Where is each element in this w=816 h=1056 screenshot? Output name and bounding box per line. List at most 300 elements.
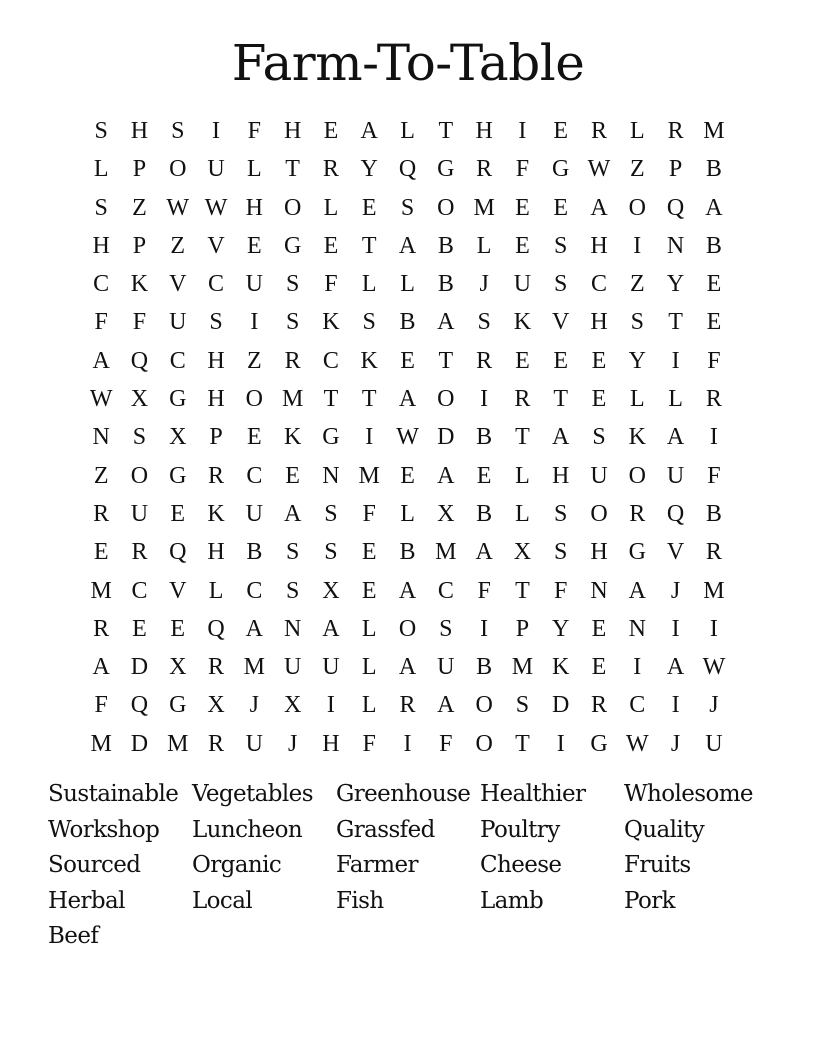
grid-letter[interactable]: R — [667, 118, 684, 144]
grid-letter[interactable]: C — [93, 271, 110, 298]
grid-letter[interactable]: S — [554, 271, 568, 298]
grid-letter[interactable]: S — [554, 539, 568, 566]
grid-letter[interactable]: T — [668, 309, 683, 336]
grid-letter[interactable]: H — [245, 194, 263, 221]
grid-letter[interactable]: T — [438, 347, 454, 374]
grid-letter[interactable]: F — [94, 692, 108, 719]
grid-letter[interactable]: U — [705, 730, 723, 757]
grid-letter[interactable]: C — [246, 577, 263, 604]
grid-letter[interactable]: Z — [629, 271, 645, 298]
grid-letter[interactable]: E — [247, 232, 262, 259]
grid-letter[interactable]: T — [323, 386, 339, 413]
grid-letter[interactable]: L — [247, 156, 262, 183]
grid-letter[interactable]: H — [283, 118, 302, 144]
grid-letter[interactable]: R — [208, 654, 225, 681]
grid-letter[interactable]: C — [629, 692, 646, 719]
grid-letter[interactable]: Q — [130, 347, 149, 374]
word-bank-item: Pork — [624, 887, 675, 914]
grid-letter[interactable]: L — [515, 500, 530, 527]
grid-letter[interactable]: E — [323, 118, 339, 144]
grid-letter[interactable]: D — [437, 424, 455, 451]
grid-letter[interactable]: M — [703, 577, 725, 604]
grid-letter[interactable]: L — [515, 462, 530, 489]
grid-letter[interactable]: R — [93, 500, 110, 527]
grid-letter[interactable]: M — [358, 462, 380, 489]
grid-letter[interactable]: O — [398, 615, 417, 642]
grid-letter[interactable]: I — [480, 386, 489, 413]
grid-letter[interactable]: O — [628, 462, 646, 489]
grid-row — [82, 265, 734, 303]
grid-letter[interactable]: S — [630, 309, 644, 336]
word-bank-item: Grassfed — [336, 816, 435, 843]
grid-letter[interactable]: E — [515, 347, 530, 374]
grid-letter[interactable]: E — [93, 539, 109, 566]
grid-letter[interactable]: K — [322, 309, 340, 336]
grid-letter[interactable]: O — [628, 194, 646, 221]
grid-letter[interactable]: L — [361, 654, 377, 681]
grid-letter[interactable]: Z — [93, 462, 109, 489]
grid-letter[interactable]: I — [556, 730, 565, 757]
grid-letter[interactable]: N — [92, 424, 110, 451]
grid-letter[interactable]: C — [169, 347, 186, 374]
grid-letter[interactable]: E — [285, 462, 300, 489]
grid-letter[interactable]: H — [207, 347, 225, 374]
grid-letter[interactable]: D — [130, 730, 149, 757]
grid-letter[interactable]: W — [89, 386, 113, 413]
grid-letter[interactable]: N — [628, 615, 646, 642]
grid-letter[interactable]: S — [439, 615, 453, 642]
grid-letter[interactable]: B — [476, 500, 493, 527]
grid-letter[interactable]: S — [94, 194, 108, 221]
grid-letter[interactable]: S — [554, 232, 568, 259]
grid-letter[interactable]: A — [398, 386, 417, 413]
grid-letter[interactable]: I — [671, 347, 680, 374]
grid-letter[interactable]: J — [479, 271, 489, 298]
grid-letter[interactable]: V — [169, 577, 187, 604]
grid-letter[interactable]: Q — [398, 156, 417, 183]
grid-letter[interactable]: J — [670, 577, 681, 604]
grid-letter[interactable]: F — [707, 347, 721, 374]
grid-letter[interactable]: P — [132, 232, 147, 259]
grid-letter[interactable]: K — [360, 347, 378, 374]
grid-letter[interactable]: W — [396, 424, 419, 451]
grid-letter[interactable]: N — [322, 462, 340, 489]
grid-letter[interactable]: L — [629, 386, 645, 413]
grid-letter[interactable]: X — [169, 654, 187, 681]
grid-letter[interactable]: W — [625, 730, 649, 757]
grid-letter[interactable]: O — [590, 500, 608, 527]
grid-letter[interactable]: V — [666, 539, 685, 566]
grid-letter[interactable]: O — [475, 730, 493, 757]
grid-letter[interactable]: J — [249, 692, 259, 719]
grid-letter[interactable]: A — [92, 347, 110, 374]
grid-letter[interactable]: K — [207, 500, 225, 527]
grid-letter[interactable]: C — [437, 577, 454, 604]
grid-letter[interactable]: H — [207, 386, 225, 413]
grid-letter[interactable]: Q — [169, 539, 187, 566]
grid-letter[interactable]: A — [475, 539, 493, 566]
grid-letter[interactable]: F — [324, 271, 338, 298]
grid-letter[interactable]: D — [130, 654, 149, 681]
grid-letter[interactable]: M — [90, 577, 112, 604]
grid-letter[interactable]: S — [324, 500, 338, 527]
grid-letter[interactable]: M — [511, 654, 534, 681]
grid-letter[interactable]: E — [170, 615, 186, 642]
grid-letter[interactable]: A — [628, 577, 646, 604]
grid-letter[interactable]: E — [361, 194, 377, 221]
grid-letter[interactable]: M — [167, 730, 189, 757]
grid-letter[interactable]: Q — [666, 500, 685, 527]
grid-letter[interactable]: R — [514, 386, 531, 413]
grid-letter[interactable]: R — [591, 692, 608, 719]
word-bank-item: Sourced — [48, 852, 141, 879]
grid-letter[interactable]: W — [204, 194, 228, 221]
grid-letter[interactable]: G — [437, 156, 455, 183]
word-bank-item: Lamb — [480, 887, 544, 914]
word-bank-item: Sustainable — [48, 781, 179, 807]
grid-letter[interactable]: E — [515, 232, 530, 259]
grid-letter[interactable]: E — [247, 424, 262, 451]
grid-letter[interactable]: I — [671, 692, 680, 719]
grid-letter[interactable]: D — [552, 692, 570, 719]
grid-letter[interactable]: F — [439, 730, 453, 757]
grid-letter[interactable]: P — [209, 424, 223, 451]
grid-letter[interactable]: E — [476, 462, 492, 489]
grid-letter[interactable]: T — [553, 386, 569, 413]
grid-letter[interactable]: A — [398, 232, 417, 259]
grid-letter[interactable]: F — [362, 730, 376, 757]
grid-letter[interactable]: I — [633, 232, 642, 259]
grid-letter[interactable]: Z — [629, 156, 645, 183]
grid-letter[interactable]: B — [437, 232, 454, 259]
grid-letter[interactable]: F — [477, 577, 491, 604]
grid-letter[interactable]: H — [590, 309, 608, 336]
grid-letter[interactable]: S — [285, 577, 300, 604]
grid-letter[interactable]: M — [435, 539, 457, 566]
grid-letter[interactable]: R — [705, 539, 722, 566]
grid-letter[interactable]: E — [323, 232, 339, 259]
grid-letter[interactable]: U — [437, 654, 455, 681]
grid-letter[interactable]: R — [476, 156, 493, 183]
grid-letter[interactable]: W — [166, 194, 190, 221]
grid-letter[interactable]: O — [130, 462, 149, 489]
grid-letter[interactable]: I — [212, 118, 221, 144]
grid-letter[interactable]: K — [283, 424, 302, 451]
grid-letter[interactable]: O — [475, 692, 493, 719]
grid-letter[interactable]: T — [285, 156, 300, 183]
grid-letter[interactable]: A — [666, 424, 685, 451]
grid-letter[interactable]: Q — [666, 194, 685, 221]
grid-letter[interactable]: R — [399, 692, 416, 719]
grid-letter[interactable]: W — [587, 156, 611, 183]
grid-letter[interactable]: Q — [207, 615, 225, 642]
grid-letter[interactable]: H — [590, 232, 608, 259]
grid-letter[interactable]: P — [132, 156, 147, 183]
grid-letter[interactable]: I — [250, 309, 259, 336]
grid-letter[interactable]: M — [281, 386, 304, 413]
grid-letter[interactable]: S — [400, 194, 415, 221]
grid-letter[interactable]: O — [169, 156, 187, 183]
grid-letter[interactable]: A — [92, 654, 110, 681]
grid-letter[interactable]: G — [552, 156, 570, 183]
grid-letter[interactable]: X — [513, 539, 532, 566]
grid-letter[interactable]: B — [705, 156, 722, 183]
grid-letter[interactable]: A — [283, 500, 302, 527]
grid-letter[interactable]: C — [591, 271, 608, 298]
grid-letter[interactable]: T — [515, 730, 530, 757]
grid-letter[interactable]: G — [169, 692, 187, 719]
grid-letter[interactable]: S — [592, 424, 606, 451]
grid-letter[interactable]: L — [208, 577, 224, 604]
grid-letter[interactable]: M — [703, 118, 725, 144]
grid-letter[interactable]: N — [590, 577, 608, 604]
grid-letter[interactable]: A — [666, 654, 685, 681]
grid-letter[interactable]: R — [131, 539, 148, 566]
grid-letter[interactable]: B — [705, 232, 722, 259]
grid-letter[interactable]: B — [476, 424, 493, 451]
grid-letter[interactable]: V — [169, 271, 187, 298]
grid-letter[interactable]: C — [208, 271, 225, 298]
grid-letter[interactable]: F — [515, 156, 530, 183]
grid-letter[interactable]: A — [590, 194, 608, 221]
grid-letter[interactable]: E — [400, 462, 415, 489]
grid-letter[interactable]: U — [245, 271, 263, 298]
grid-letter[interactable]: R — [93, 615, 110, 642]
letter-grid[interactable] — [82, 112, 734, 763]
grid-letter[interactable]: S — [94, 118, 108, 144]
grid-letter[interactable]: K — [628, 424, 646, 451]
grid-letter[interactable]: L — [629, 118, 645, 144]
grid-letter[interactable]: J — [670, 730, 681, 757]
grid-letter[interactable]: U — [513, 271, 532, 298]
grid-letter[interactable]: F — [94, 309, 108, 336]
grid-letter[interactable]: A — [322, 615, 340, 642]
grid-letter[interactable]: E — [170, 500, 186, 527]
grid-letter[interactable]: I — [709, 424, 718, 451]
grid-letter[interactable]: U — [590, 462, 608, 489]
grid-letter[interactable]: A — [245, 615, 263, 642]
grid-letter[interactable]: S — [171, 118, 185, 144]
grid-letter[interactable]: S — [515, 692, 530, 719]
grid-letter[interactable]: R — [322, 156, 339, 183]
grid-letter[interactable]: E — [591, 615, 607, 642]
grid-letter[interactable]: S — [362, 309, 376, 336]
grid-letter[interactable]: W — [702, 654, 726, 681]
grid-letter[interactable]: U — [169, 309, 187, 336]
puzzle-title: Farm-To-Table — [231, 34, 585, 92]
grid-letter[interactable]: F — [707, 462, 721, 489]
grid-letter[interactable]: B — [399, 309, 416, 336]
grid-letter[interactable]: H — [322, 730, 340, 757]
grid-letter[interactable]: M — [243, 654, 265, 681]
grid-letter[interactable]: N — [666, 232, 685, 259]
grid-letter[interactable]: L — [400, 500, 415, 527]
grid-letter[interactable]: I — [365, 424, 374, 451]
grid-letter[interactable]: O — [245, 386, 263, 413]
grid-letter[interactable]: A — [437, 692, 455, 719]
grid-letter[interactable]: F — [362, 500, 376, 527]
grid-letter[interactable]: T — [361, 386, 377, 413]
grid-letter[interactable]: T — [438, 118, 454, 144]
grid-letter[interactable]: E — [553, 347, 569, 374]
grid-letter[interactable]: L — [323, 194, 339, 221]
grid-letter[interactable]: U — [666, 462, 685, 489]
grid-row — [82, 648, 734, 686]
grid-letter[interactable]: X — [207, 692, 225, 719]
grid-letter[interactable]: E — [400, 347, 415, 374]
grid-letter[interactable]: K — [130, 271, 149, 298]
grid-letter[interactable]: E — [515, 194, 530, 221]
grid-letter[interactable]: C — [246, 462, 263, 489]
grid-letter[interactable]: S — [477, 309, 491, 336]
grid-letter[interactable]: S — [209, 309, 223, 336]
grid-letter[interactable]: S — [324, 539, 338, 566]
grid-letter[interactable]: U — [245, 500, 263, 527]
grid-letter[interactable]: I — [633, 654, 642, 681]
grid-letter[interactable]: Y — [552, 615, 570, 642]
grid-letter[interactable]: O — [437, 194, 455, 221]
grid-letter[interactable]: S — [554, 500, 568, 527]
grid-letter[interactable]: U — [322, 654, 340, 681]
grid-letter[interactable]: G — [283, 232, 302, 259]
grid-letter[interactable]: O — [437, 386, 455, 413]
grid-letter[interactable]: I — [518, 118, 527, 144]
grid-letter[interactable]: X — [169, 424, 187, 451]
grid-letter[interactable]: S — [285, 271, 300, 298]
grid-letter[interactable]: E — [361, 539, 377, 566]
grid-letter[interactable]: R — [208, 462, 225, 489]
grid-letter[interactable]: O — [283, 194, 302, 221]
grid-letter[interactable]: I — [403, 730, 412, 757]
grid-letter[interactable]: G — [628, 539, 646, 566]
grid-letter[interactable]: L — [361, 271, 377, 298]
grid-letter[interactable]: L — [400, 271, 415, 298]
grid-letter[interactable]: G — [590, 730, 608, 757]
grid-letter[interactable]: X — [322, 577, 340, 604]
grid-letter[interactable]: M — [473, 194, 495, 221]
grid-letter[interactable]: B — [246, 539, 263, 566]
grid-letter[interactable]: G — [322, 424, 340, 451]
grid-letter[interactable]: A — [705, 194, 723, 221]
grid-letter[interactable]: Z — [132, 194, 147, 221]
grid-letter[interactable]: H — [590, 539, 608, 566]
grid-letter[interactable]: L — [400, 118, 415, 144]
grid-letter[interactable]: A — [398, 577, 417, 604]
grid-letter[interactable]: N — [283, 615, 302, 642]
grid-letter[interactable]: Z — [247, 347, 262, 374]
grid-letter[interactable]: E — [591, 654, 607, 681]
grid-letter[interactable]: E — [132, 615, 147, 642]
grid-letter[interactable]: E — [706, 309, 722, 336]
grid-letter[interactable]: I — [480, 615, 489, 642]
grid-letter[interactable]: H — [130, 118, 149, 144]
grid-letter[interactable]: L — [476, 232, 492, 259]
grid-letter[interactable]: H — [552, 462, 570, 489]
grid-letter[interactable]: T — [361, 232, 377, 259]
grid-letter[interactable]: L — [361, 615, 377, 642]
grid-letter[interactable]: X — [283, 692, 302, 719]
grid-letter[interactable]: Y — [628, 347, 646, 374]
grid-letter[interactable]: R — [629, 500, 646, 527]
grid-letter[interactable]: I — [326, 692, 335, 719]
grid-letter[interactable]: L — [361, 692, 377, 719]
grid-letter[interactable]: K — [552, 654, 570, 681]
grid-letter[interactable]: E — [553, 118, 569, 144]
word-bank-item: Greenhouse — [336, 781, 471, 807]
grid-letter[interactable]: Z — [170, 232, 186, 259]
grid-letter[interactable]: Q — [130, 692, 149, 719]
grid-letter[interactable]: R — [591, 118, 608, 144]
grid-letter[interactable]: H — [207, 539, 225, 566]
grid-letter[interactable]: U — [207, 156, 225, 183]
grid-letter[interactable]: B — [705, 500, 722, 527]
grid-letter[interactable]: V — [552, 309, 570, 336]
grid-letter[interactable]: R — [476, 347, 493, 374]
grid-letter[interactable]: A — [398, 654, 417, 681]
grid-letter[interactable]: V — [207, 232, 225, 259]
word-bank-item: Healthier — [480, 781, 586, 807]
grid-letter[interactable]: Y — [360, 156, 378, 183]
grid-letter[interactable]: E — [591, 347, 607, 374]
grid-letter[interactable]: U — [130, 500, 149, 527]
grid-letter[interactable]: E — [361, 577, 377, 604]
grid-letter[interactable]: E — [706, 271, 722, 298]
grid-letter[interactable]: L — [668, 386, 683, 413]
grid-letter[interactable]: E — [553, 194, 569, 221]
grid-letter[interactable]: A — [437, 462, 455, 489]
grid-letter[interactable]: A — [360, 118, 378, 144]
grid-letter[interactable]: L — [93, 156, 109, 183]
grid-letter[interactable]: U — [283, 654, 302, 681]
grid-letter[interactable]: P — [515, 615, 530, 642]
grid-letter[interactable]: P — [668, 156, 683, 183]
grid-letter[interactable]: R — [208, 730, 225, 757]
grid-letter[interactable]: C — [322, 347, 339, 374]
grid-letter[interactable]: F — [247, 118, 262, 144]
grid-letter[interactable]: B — [437, 271, 454, 298]
grid-letter[interactable]: T — [515, 424, 530, 451]
grid-letter[interactable]: C — [131, 577, 148, 604]
grid-letter[interactable]: A — [437, 309, 455, 336]
grid-letter[interactable]: G — [169, 462, 187, 489]
grid-letter[interactable]: M — [90, 730, 112, 757]
grid-letter[interactable]: J — [287, 730, 298, 757]
grid-letter[interactable]: S — [285, 539, 300, 566]
grid-letter[interactable]: R — [284, 347, 301, 374]
grid-letter[interactable]: Y — [666, 271, 685, 298]
grid-letter[interactable]: A — [552, 424, 570, 451]
grid-letter[interactable]: S — [285, 309, 300, 336]
grid-letter[interactable]: R — [705, 386, 722, 413]
grid-letter[interactable]: J — [709, 692, 719, 719]
grid-letter[interactable]: U — [245, 730, 263, 757]
grid-letter[interactable]: F — [132, 309, 147, 336]
grid-letter[interactable]: F — [554, 577, 568, 604]
grid-letter[interactable]: X — [437, 500, 455, 527]
grid-letter[interactable]: S — [132, 424, 147, 451]
grid-letter[interactable]: E — [591, 386, 607, 413]
grid-letter[interactable]: T — [515, 577, 530, 604]
grid-letter[interactable]: B — [476, 654, 493, 681]
grid-letter[interactable]: H — [475, 118, 493, 144]
grid-letter[interactable]: K — [513, 309, 532, 336]
grid-letter[interactable]: I — [709, 615, 718, 642]
grid-letter[interactable]: B — [399, 539, 416, 566]
grid-letter[interactable]: G — [169, 386, 187, 413]
grid-letter[interactable]: I — [671, 615, 680, 642]
grid-letter[interactable]: X — [130, 386, 149, 413]
grid-letter[interactable]: H — [92, 232, 110, 259]
